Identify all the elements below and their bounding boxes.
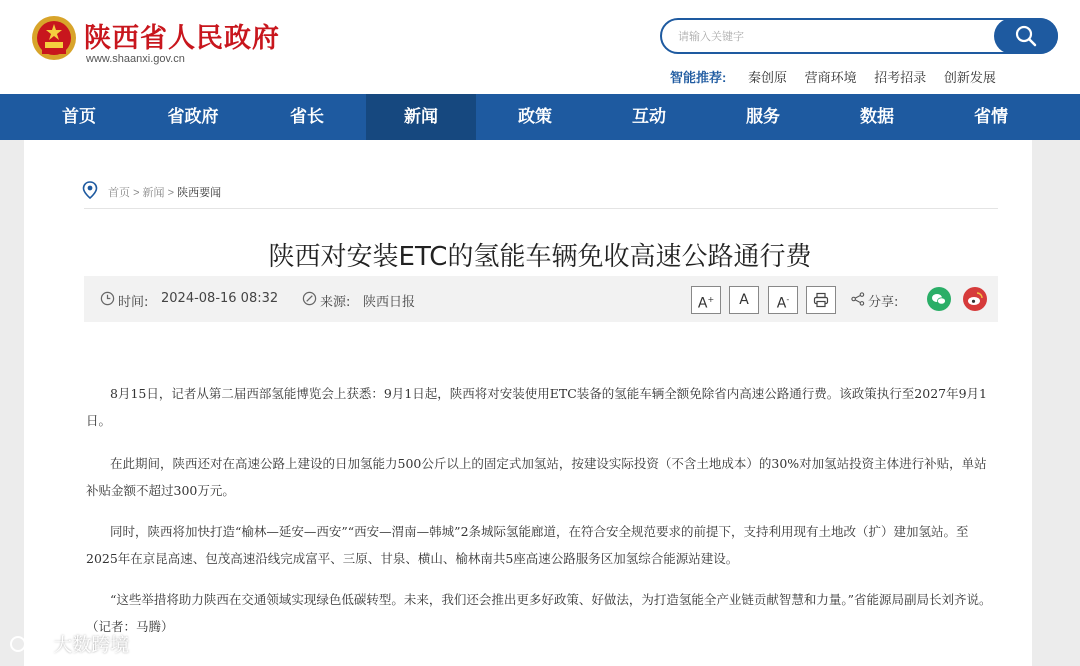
share-icon [851,292,865,306]
nav-item-government[interactable]: 省政府 [167,107,219,127]
breadcrumb-home[interactable]: 首页 [108,187,130,199]
nav-item-province-info[interactable]: 省情 [974,107,1008,127]
breadcrumb-current[interactable]: 陕西要闻 [177,187,222,199]
share-wechat-button[interactable] [927,287,951,311]
publish-time-label: 时间: [118,295,149,310]
font-default-button[interactable] [729,286,759,314]
watermark-text: 大数跨境 [53,635,130,656]
search-box [660,18,1058,54]
breadcrumb-divider [84,208,998,209]
site-url: www.shaanxi.gov.cn [86,53,185,65]
font-increase-button[interactable] [691,286,721,314]
minus-icon: - [786,295,790,304]
nav-item-governor[interactable]: 省长 [290,107,324,127]
main-nav [0,94,1080,140]
smart-recommendations [670,67,1010,86]
article-paragraph: 在此期间，陕西还对在高速公路上建设的日加氢能力500公斤以上的固定式加氢站，按建设实际投资（不含土地成本）的30%对加氢站投资主体进行补贴，单站补贴金额不超过300万元。 [86,456,987,498]
font-decrease-button[interactable] [768,286,798,314]
article-paragraph: “这些举措将助力陕西在交通领域实现绿色低碳转型。未来，我们还会推出更多好政策、好做法，为打造氢能全产业链贡献智慧和力量。”省能源局副局长刘齐说。（记者：马腾） [86,592,992,634]
location-pin-icon [82,181,98,199]
weibo-icon [963,287,987,311]
article-meta-bar [84,276,998,322]
smart-rec-label: 智能推荐: [670,70,727,85]
article-paragraph: 同时，陕西将加快打造“榆林—延安—西安”“西安—渭南—韩城”2条城际氢能廊道，在符合安全规范要求的前提下，支持利用现有土地改（扩）建加氢站。至2025年在京昆高速、包茂高速沿线完成富平、三原、甘泉、横山、榆林南共5座高速公路服务区加氢综合能源站建设。 [86,524,969,566]
search-button[interactable] [994,18,1058,54]
clock-icon [100,291,115,306]
national-emblem-icon [30,14,78,62]
print-icon [813,292,829,308]
site-header [0,0,1080,94]
breadcrumb-separator: > [133,187,143,199]
publish-time-value: 2024-08-16 08:32 [161,291,279,306]
nav-item-services[interactable]: 服务 [746,107,780,127]
plus-icon: + [707,295,715,304]
font-increase-label: A [697,295,708,312]
smart-item-recruitment[interactable]: 招考招录 [874,70,927,85]
breadcrumb-separator: > [167,187,178,199]
print-button[interactable] [806,286,836,314]
article-container [24,140,1032,666]
search-icon [1014,24,1038,48]
smart-item-innovation[interactable]: 创新发展 [943,70,996,85]
source-value: 陕西日报 [363,295,416,310]
wechat-icon [927,287,951,311]
search-input[interactable] [676,26,980,48]
source-icon [302,291,317,306]
font-default-label: A [739,292,749,308]
watermark-logo-icon [8,634,48,654]
nav-item-interaction[interactable]: 互动 [632,107,666,127]
nav-item-news[interactable]: 新闻 [366,94,476,140]
font-decrease-label: A [776,295,787,312]
share-label: 分享: [868,295,899,310]
smart-item-qinchuangyuan[interactable]: 秦创原 [747,70,787,85]
nav-item-home[interactable]: 首页 [62,107,96,127]
site-title[interactable]: 陕西省人民政府 [84,23,280,54]
article-title: 陕西对安装ETC的氢能车辆免收高速公路通行费 [268,242,812,272]
breadcrumb-news[interactable]: 新闻 [142,187,165,199]
breadcrumb [86,184,221,200]
source-label: 来源: [320,295,351,310]
share-weibo-button[interactable] [963,287,987,311]
nav-item-policy[interactable]: 政策 [518,107,552,127]
watermark [8,630,129,657]
smart-item-business-env[interactable]: 营商环境 [804,70,857,85]
article-paragraph: 8月15日，记者从第二届西部氢能博览会上获悉：9月1日起，陕西将对安装使用ETC装备的氢能车辆全额免除省内高速公路通行费。该政策执行至2027年9月1日。 [86,386,988,428]
nav-item-data[interactable]: 数据 [860,107,894,127]
